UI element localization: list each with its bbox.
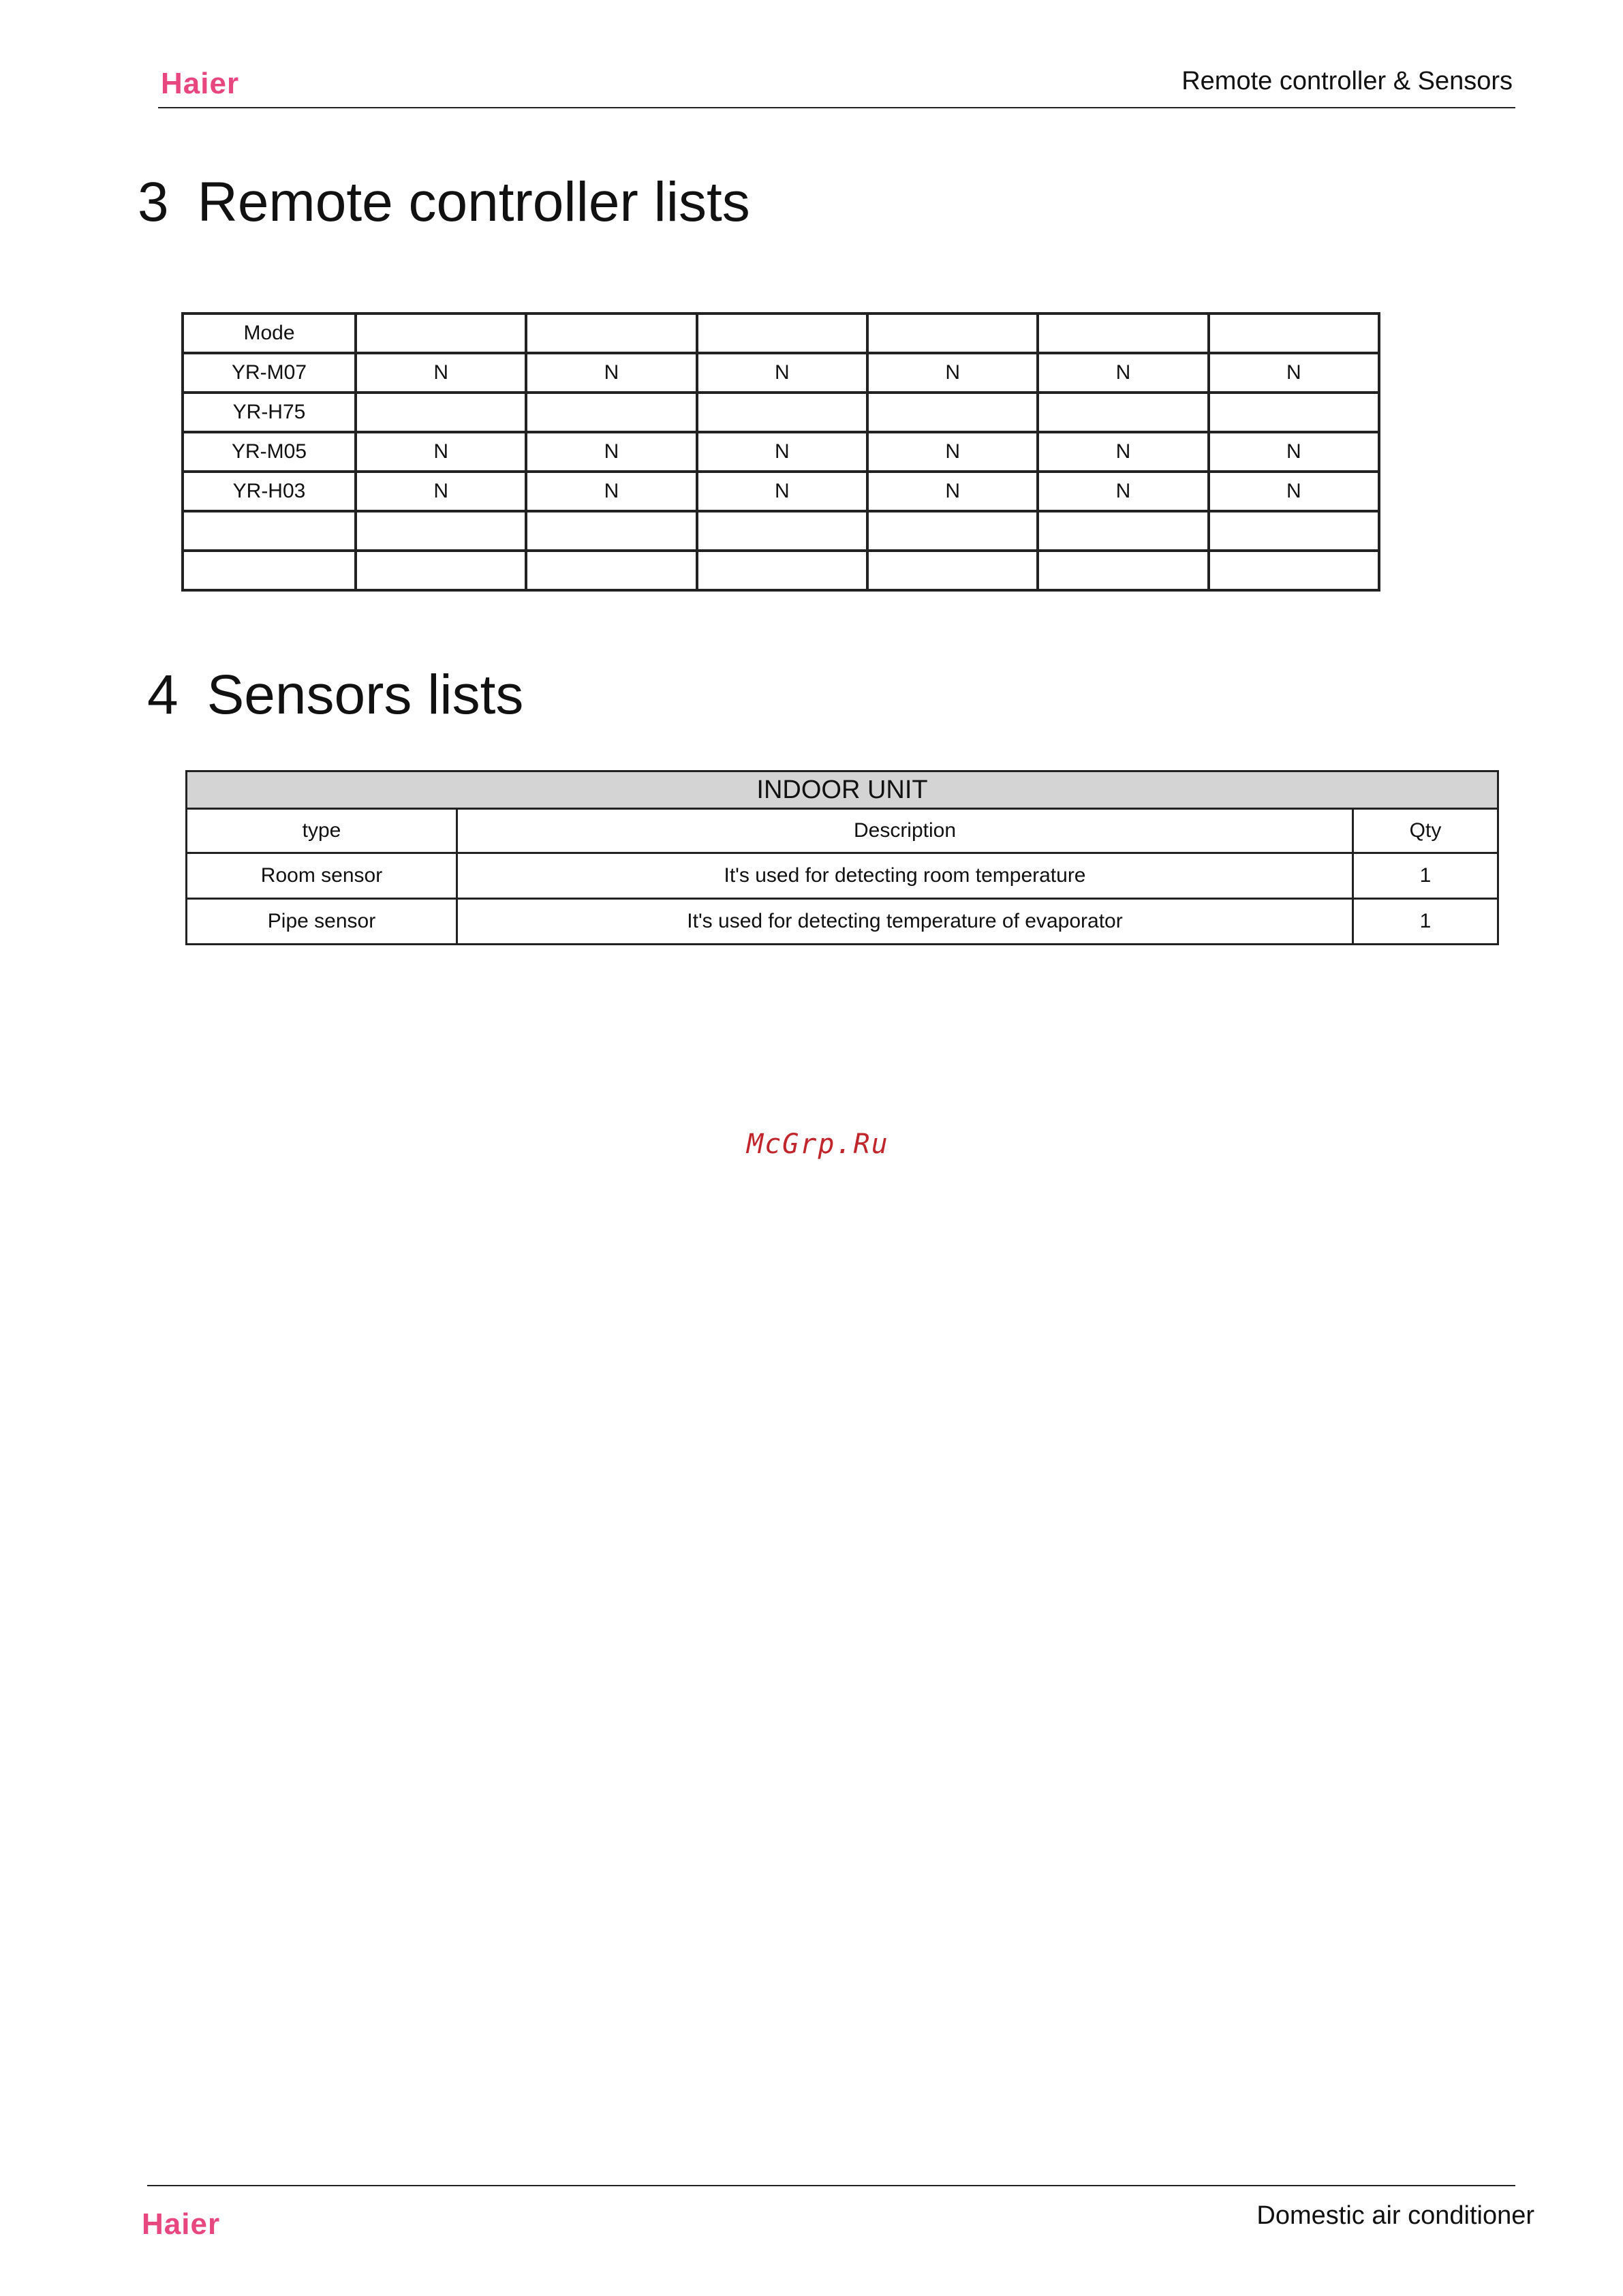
table-cell: N	[867, 432, 1038, 472]
table-row	[187, 853, 1498, 899]
table-cell	[867, 313, 1038, 353]
table-row	[183, 551, 1379, 590]
table-cell: N	[867, 472, 1038, 511]
section-4-heading	[147, 663, 523, 727]
sensors-table	[185, 770, 1499, 945]
table-cell: N	[526, 472, 696, 511]
table-cell: N	[1038, 472, 1208, 511]
table-cell	[1209, 393, 1379, 432]
header-title: Remote controller & Sensors	[1181, 67, 1513, 95]
table-row	[183, 511, 1379, 551]
section-4-title: Sensors lists	[206, 664, 524, 726]
table-cell	[867, 551, 1038, 590]
table-cell	[697, 393, 867, 432]
sensor-type: Pipe sensor	[187, 899, 457, 945]
section-3-heading	[138, 170, 750, 234]
table-cell: N	[1209, 472, 1379, 511]
table-cell	[1038, 313, 1208, 353]
haier-logo-header: Haier	[161, 67, 240, 100]
table-cell	[183, 511, 356, 551]
table-row	[183, 353, 1379, 393]
table-cell: N	[1038, 432, 1208, 472]
table-cell	[1038, 551, 1208, 590]
table-cell	[697, 511, 867, 551]
table-cell	[356, 551, 526, 590]
table-cell	[867, 511, 1038, 551]
table-cell: N	[356, 432, 526, 472]
table-cell: YR-H03	[183, 472, 356, 511]
table-row	[187, 899, 1498, 945]
column-header-type: type	[187, 809, 457, 853]
table-cell: N	[697, 472, 867, 511]
table-cell: N	[356, 472, 526, 511]
table-cell	[1038, 511, 1208, 551]
table-cell: N	[526, 432, 696, 472]
haier-logo-footer: Haier	[142, 2207, 221, 2241]
table-cell	[1209, 313, 1379, 353]
table-cell	[1038, 393, 1208, 432]
table-cell	[183, 551, 356, 590]
sensor-description: It's used for detecting temperature of evaporator	[457, 899, 1353, 945]
table-header-row	[187, 809, 1498, 853]
sensor-type: Room sensor	[187, 853, 457, 899]
table-cell	[1209, 551, 1379, 590]
table-row	[183, 393, 1379, 432]
table-cell: N	[526, 353, 696, 393]
section-3-title: Remote controller lists	[197, 171, 750, 233]
footer-title: Domestic air conditioner	[1256, 2201, 1534, 2230]
sensor-qty: 1	[1353, 899, 1498, 945]
table-cell	[356, 393, 526, 432]
table-cell: N	[697, 353, 867, 393]
table-cell	[1209, 511, 1379, 551]
column-header-description: Description	[457, 809, 1353, 853]
section-3-number: 3	[138, 171, 169, 233]
table-row	[183, 313, 1379, 353]
indoor-unit-title: INDOOR UNIT	[187, 771, 1498, 809]
table-cell: N	[1209, 432, 1379, 472]
table-cell	[526, 313, 696, 353]
table-cell	[867, 393, 1038, 432]
table-cell	[526, 511, 696, 551]
table-cell	[697, 313, 867, 353]
sensor-qty: 1	[1353, 853, 1498, 899]
table-cell	[697, 551, 867, 590]
table-cell	[356, 313, 526, 353]
table-cell: N	[1038, 353, 1208, 393]
watermark: McGrp.Ru	[747, 1129, 889, 1160]
table-cell: YR-M07	[183, 353, 356, 393]
remote-controller-table	[181, 312, 1380, 592]
table-cell: YR-M05	[183, 432, 356, 472]
table-cell	[356, 511, 526, 551]
table-title-row	[187, 771, 1498, 809]
table-cell: N	[867, 353, 1038, 393]
column-header-qty: Qty	[1353, 809, 1498, 853]
table-row	[183, 432, 1379, 472]
footer-rule	[147, 2185, 1515, 2186]
table-cell: N	[1209, 353, 1379, 393]
table-cell: Mode	[183, 313, 356, 353]
header-rule	[158, 107, 1515, 108]
table-cell: YR-H75	[183, 393, 356, 432]
sensor-description: It's used for detecting room temperature	[457, 853, 1353, 899]
section-4-number: 4	[147, 664, 179, 726]
table-cell	[526, 393, 696, 432]
table-cell: N	[356, 353, 526, 393]
table-cell: N	[697, 432, 867, 472]
table-row	[183, 472, 1379, 511]
table-cell	[526, 551, 696, 590]
